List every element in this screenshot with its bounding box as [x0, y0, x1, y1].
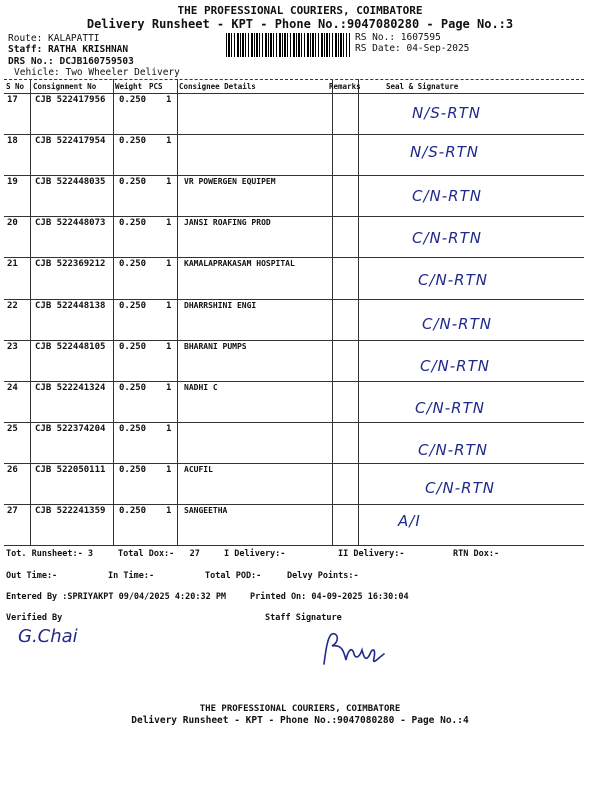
in-time: In Time:-: [108, 571, 155, 581]
delvy-points: Delvy Points:-: [287, 571, 359, 581]
row-seal-signature: A/I: [398, 512, 421, 530]
row-divider: [4, 463, 584, 464]
next-page-title: Delivery Runsheet - KPT - Phone No.:9047080280 - Page No.:4: [131, 715, 469, 726]
row-consignee: KAMALAPRAKASAM HOSPITAL: [184, 259, 295, 269]
row-seal-signature: N/S-RTN: [412, 104, 482, 122]
row-pcs: 1: [166, 95, 172, 105]
barcode: [226, 33, 350, 57]
row-divider: [4, 545, 584, 546]
rs-date: RS Date: 04-Sep-2025: [355, 43, 470, 54]
rtn-dox: RTN Dox:-: [453, 549, 500, 559]
total-dox: Total Dox:- 27: [118, 549, 200, 559]
row-seal-signature: C/N-RTN: [415, 399, 485, 417]
col-header-weight: Weight: [115, 82, 143, 91]
row-consignment-no: CJB 522448035: [35, 177, 106, 188]
row-consignment-no: CJB 522448138: [35, 300, 106, 311]
row-sno: 19: [7, 177, 18, 188]
row-seal-signature: C/N-RTN: [412, 229, 482, 247]
col-header-sno: S No: [6, 82, 25, 91]
verified-signature: G.Chai: [18, 626, 78, 647]
table-top-border: [4, 79, 584, 80]
i-delivery: I Delivery:-: [224, 549, 286, 559]
col-divider: [177, 79, 178, 545]
row-consignment-no: CJB 522448105: [35, 341, 106, 352]
row-consignment-no: CJB 522374204: [35, 423, 106, 434]
row-divider: [4, 299, 584, 300]
row-weight: 0.250: [119, 506, 147, 516]
row-consignee: NADHI C: [184, 382, 218, 392]
row-consignee: BHARANI PUMPS: [184, 341, 247, 351]
row-weight: 0.250: [119, 423, 147, 434]
row-consignment-no: CJB 522050111: [35, 464, 106, 475]
row-sno: 20: [7, 218, 18, 229]
row-pcs: 1: [166, 341, 172, 352]
row-pcs: 1: [166, 464, 172, 475]
entered-by: Entered By :SPRIYAKPT 09/04/2025 4:20:32 PM: [6, 592, 227, 602]
row-divider: [4, 340, 584, 341]
row-weight: 0.250: [119, 136, 147, 147]
ii-delivery: II Delivery:-: [338, 549, 405, 559]
row-sno: 17: [7, 95, 18, 105]
row-weight: 0.250: [119, 95, 147, 105]
total-pod: Total POD:-: [205, 571, 262, 581]
row-weight: 0.250: [119, 177, 147, 188]
row-pcs: 1: [166, 136, 172, 147]
row-divider: [4, 175, 584, 176]
route: Route: KALAPATTI: [8, 33, 100, 44]
row-seal-signature: C/N-RTN: [420, 357, 490, 375]
row-sno: 26: [7, 464, 18, 475]
col-header-pcs: PCS: [149, 82, 163, 91]
row-pcs: 1: [166, 382, 172, 393]
row-weight: 0.250: [119, 218, 147, 229]
row-divider: [4, 134, 584, 135]
row-sno: 18: [7, 136, 18, 147]
row-seal-signature: C/N-RTN: [418, 271, 488, 289]
row-pcs: 1: [166, 177, 172, 188]
row-consignment-no: CJB 522241324: [35, 382, 106, 393]
staff-signature-scribble: [318, 628, 390, 670]
row-seal-signature: C/N-RTN: [412, 187, 482, 205]
verified-by-label: Verified By: [6, 613, 63, 623]
row-consignee: VR POWERGEN EQUIPEM: [184, 177, 276, 187]
out-time: Out Time:-: [6, 571, 58, 581]
row-consignment-no: CJB 522369212: [35, 259, 106, 270]
col-header-consignment: Consignment No: [33, 82, 97, 91]
row-seal-signature: C/N-RTN: [418, 441, 488, 459]
row-weight: 0.250: [119, 464, 147, 475]
row-seal-signature: C/N-RTN: [422, 315, 492, 333]
table-header-border: [4, 93, 584, 94]
row-weight: 0.250: [119, 341, 147, 352]
row-consignment-no: CJB 522417954: [35, 136, 106, 147]
row-consignment-no: CJB 522241359: [35, 506, 106, 516]
row-consignee: DHARRSHINI ENGI: [184, 300, 257, 310]
vehicle: Vehicle: Two Wheeler Delivery: [14, 67, 180, 78]
row-sno: 21: [7, 259, 18, 270]
row-divider: [4, 257, 584, 258]
runsheet-title: Delivery Runsheet - KPT - Phone No.:9047080280 - Page No.:3: [86, 17, 514, 31]
row-pcs: 1: [166, 300, 172, 311]
col-header-seal: Seal & Signature: [386, 82, 459, 91]
row-weight: 0.250: [119, 382, 147, 393]
row-consignee: ACUFIL: [184, 464, 213, 474]
row-divider: [4, 381, 584, 382]
row-weight: 0.250: [119, 259, 147, 270]
company-name: THE PROFESSIONAL COURIERS, COIMBATORE: [177, 4, 423, 17]
row-seal-signature: N/S-RTN: [410, 143, 480, 161]
col-divider: [332, 79, 333, 545]
row-sno: 24: [7, 382, 18, 393]
row-sno: 22: [7, 300, 18, 311]
row-pcs: 1: [166, 259, 172, 270]
total-runsheet: Tot. Runsheet:- 3: [6, 549, 93, 559]
staff-signature-label: Staff Signature: [265, 613, 342, 623]
row-pcs: 1: [166, 423, 172, 434]
col-divider: [358, 79, 359, 545]
row-consignment-no: CJB 522448073: [35, 218, 106, 229]
row-weight: 0.250: [119, 300, 147, 311]
row-divider: [4, 504, 584, 505]
col-header-remarks: Remarks: [329, 82, 361, 91]
row-divider: [4, 216, 584, 217]
row-sno: 25: [7, 423, 18, 434]
next-page-company: THE PROFESSIONAL COURIERS, COIMBATORE: [199, 704, 401, 714]
row-consignee: SANGEETHA: [184, 506, 228, 515]
row-divider: [4, 422, 584, 423]
row-sno: 27: [7, 506, 18, 516]
staff: Staff: RATHA KRISHNAN: [8, 44, 129, 55]
row-pcs: 1: [166, 506, 172, 516]
row-consignee: JANSI ROAFING PROD: [184, 218, 271, 228]
printed-on: Printed On: 04-09-2025 16:30:04: [250, 592, 409, 602]
col-header-consignee: Consignee Details: [179, 82, 256, 91]
row-seal-signature: C/N-RTN: [425, 479, 495, 497]
row-sno: 23: [7, 341, 18, 352]
row-consignment-no: CJB 522417956: [35, 95, 106, 105]
col-divider: [30, 79, 31, 545]
drs-number: DRS No.: DCJB160759503: [8, 56, 134, 67]
rs-number: RS No.: 1607595: [355, 32, 441, 43]
col-divider: [113, 79, 114, 545]
row-pcs: 1: [166, 218, 172, 229]
